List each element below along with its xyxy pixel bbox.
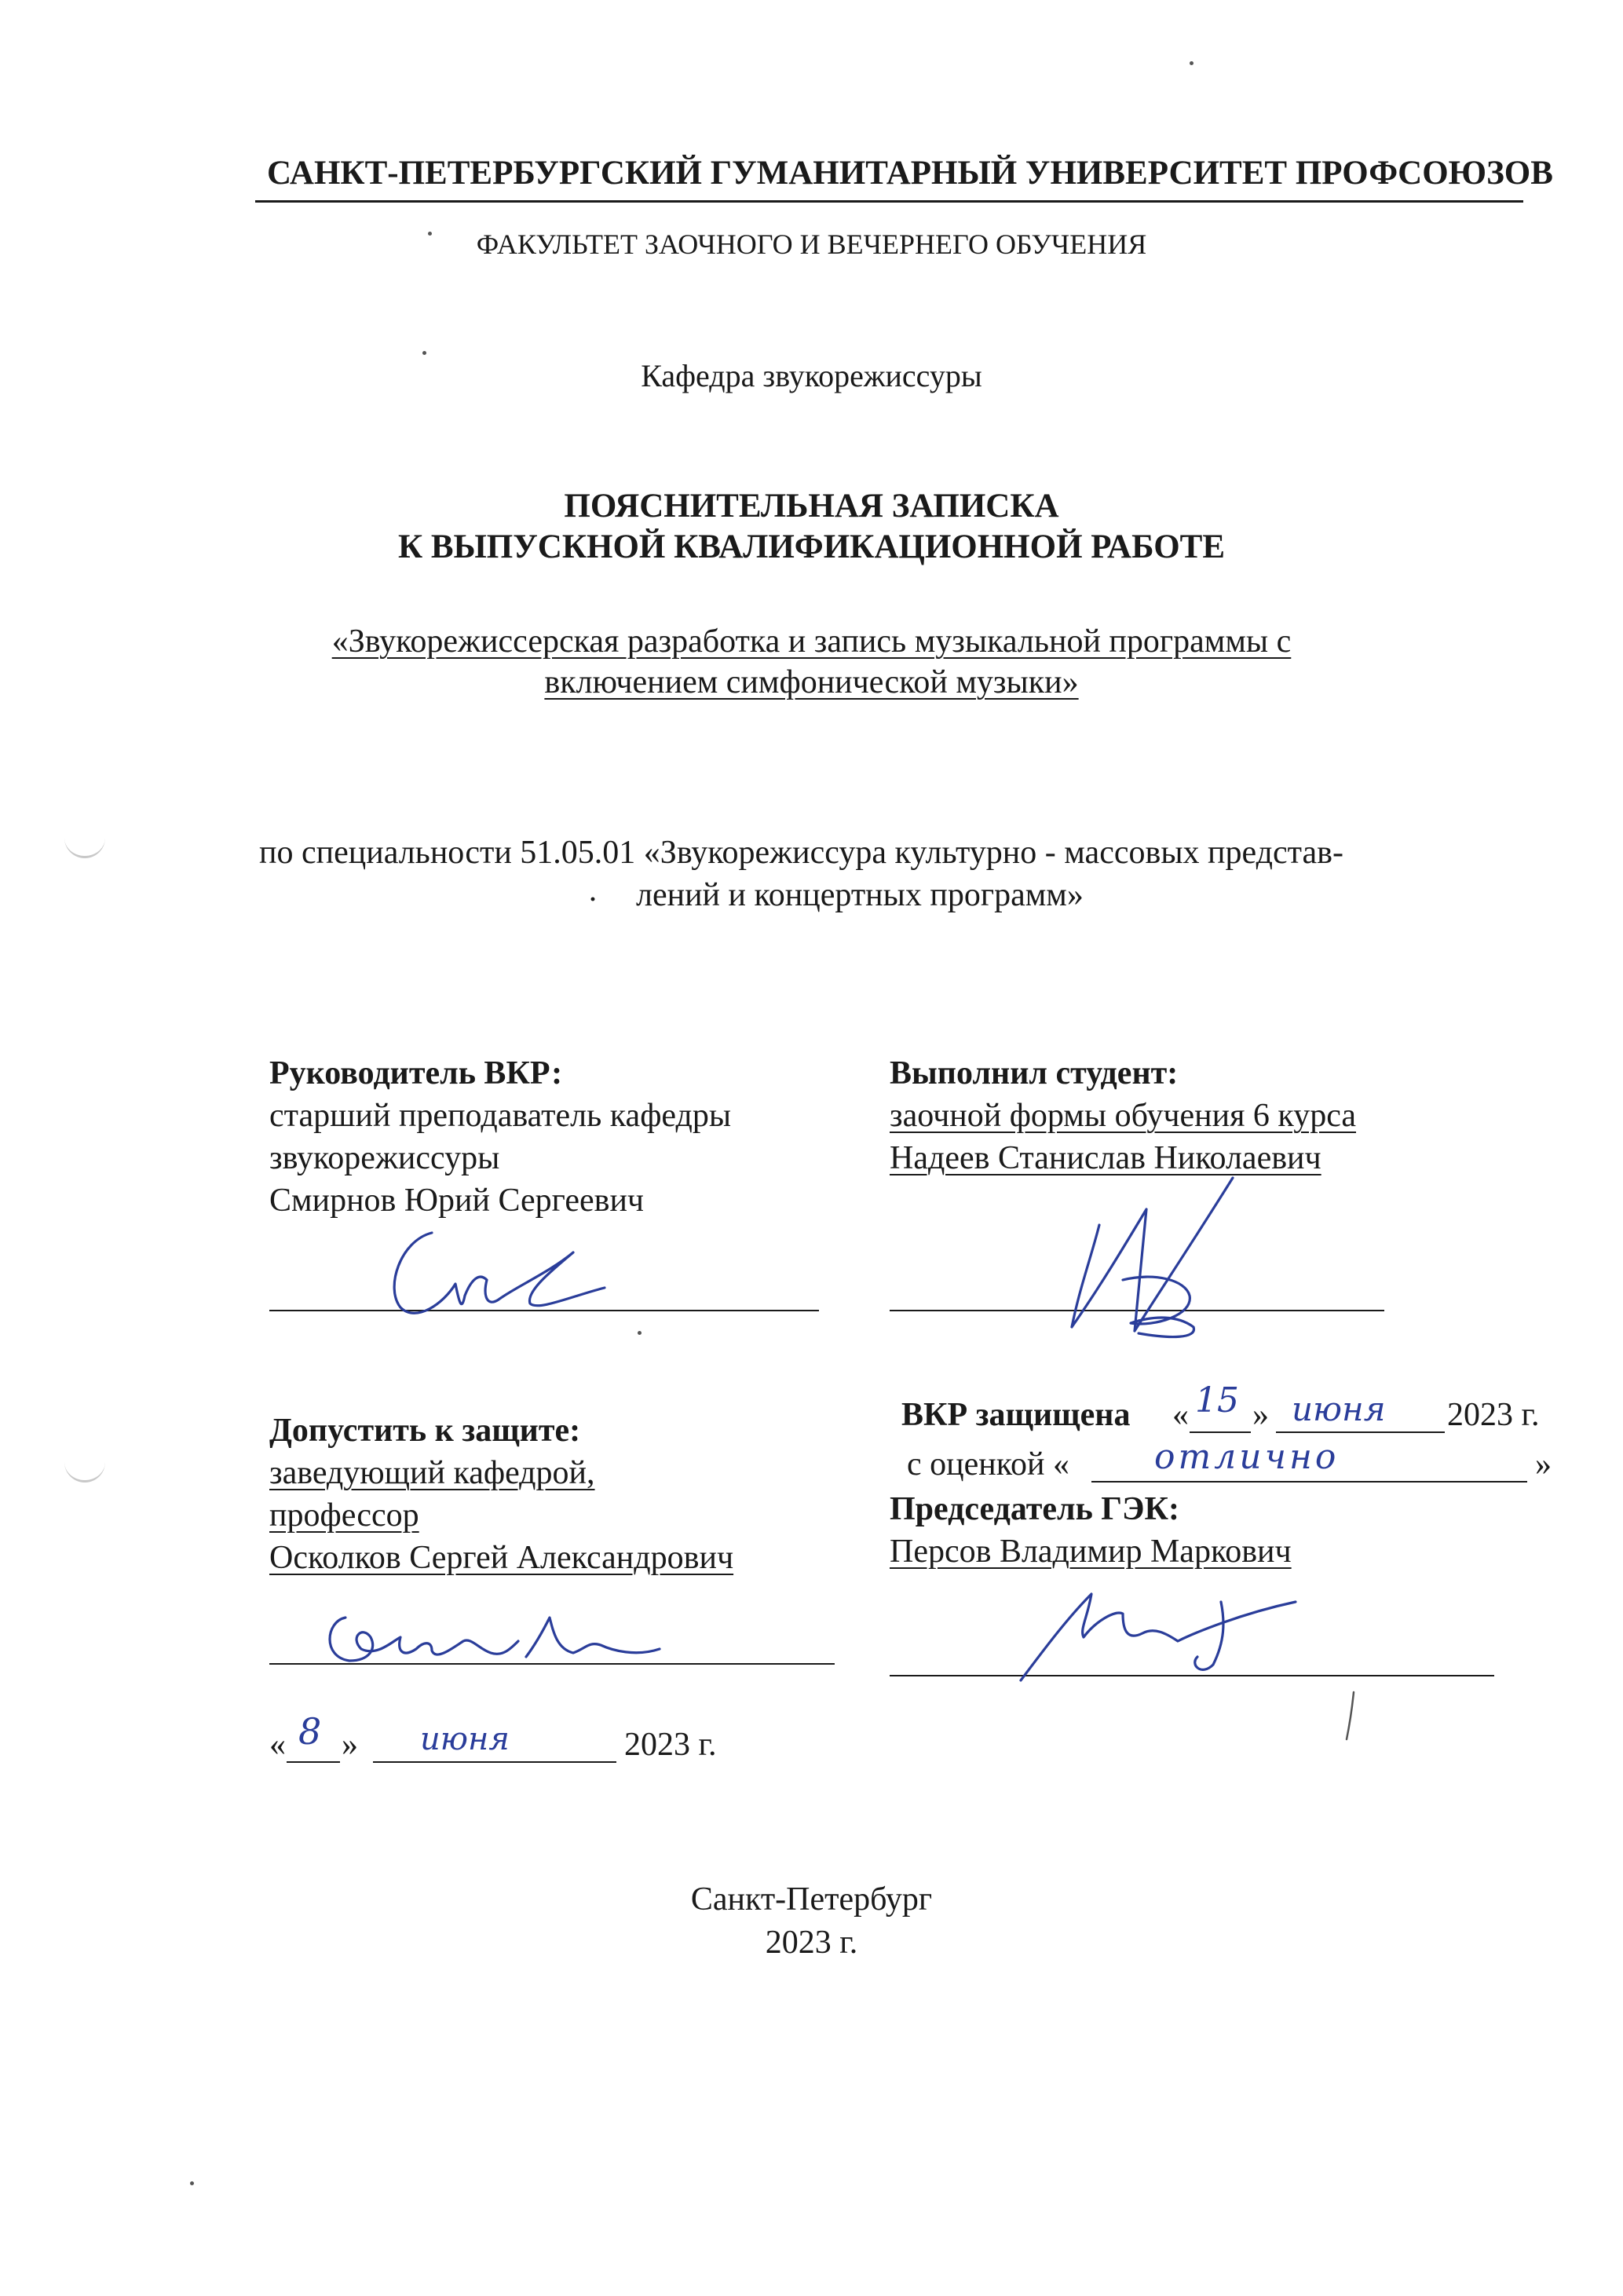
defense-grade-prefix: с оценкой « [907, 1446, 1069, 1483]
admission-position-line1: заведующий кафедрой, [269, 1455, 595, 1491]
faculty-name: ФАКУЛЬТЕТ ЗАОЧНОГО И ВЕЧЕРНЕГО ОБУЧЕНИЯ [476, 229, 1147, 260]
specialty-dot: · [587, 882, 598, 918]
scan-speck [638, 1331, 642, 1335]
student-name: Надеев Станислав Николаевич [890, 1140, 1321, 1176]
university-underline [255, 200, 1523, 203]
binder-hole-top [64, 824, 105, 858]
defense-close-quote: » [1252, 1397, 1269, 1433]
gek-chair-heading: Председатель ГЭК: [890, 1491, 1179, 1527]
supervisor-name: Смирнов Юрий Сергеевич [269, 1183, 645, 1219]
supervisor-position-line2: звукорежиссуры [269, 1140, 500, 1176]
defense-month: июня [1292, 1390, 1386, 1428]
admission-month: июня [420, 1721, 510, 1757]
admission-month-line [373, 1761, 616, 1763]
admission-signature [314, 1594, 675, 1680]
gek-chair-name: Персов Владимир Маркович [890, 1534, 1292, 1570]
university-name: САНКТ-ПЕТЕРБУРГСКИЙ ГУМАНИТАРНЫЙ УНИВЕРСИТЕТ ПРОФСОЮЗОВ [267, 155, 1553, 192]
thesis-topic-line1: «Звукорежиссерская разработка и запись музыкальной программы с [331, 623, 1292, 660]
supervisor-signature [369, 1217, 620, 1335]
binder-hole-bottom [64, 1449, 105, 1483]
admission-year: 2023 г. [624, 1727, 717, 1763]
footer-city: Санкт-Петербург [690, 1881, 933, 1918]
scan-speck [190, 2181, 194, 2185]
scan-speck [422, 351, 426, 355]
student-study-form: заочной формы обучения 6 курса [890, 1098, 1357, 1134]
thesis-topic-line2: включением симфонической музыки» [544, 664, 1079, 700]
admission-day-line [287, 1761, 340, 1763]
defense-grade-suffix: » [1535, 1446, 1552, 1483]
scan-speck [1190, 61, 1193, 65]
defense-grade: отлично [1154, 1437, 1340, 1477]
defense-open-quote: « [1172, 1397, 1189, 1433]
student-signature [1036, 1162, 1288, 1351]
specialty-line1: по специальности 51.05.01 «Звукорежиссура культурно - массовых представ- [259, 835, 1343, 871]
footer-year: 2023 г. [765, 1925, 858, 1961]
defense-day: 15 [1195, 1380, 1239, 1420]
supervisor-heading: Руководитель ВКР: [269, 1055, 563, 1091]
admission-date-close-quote: » [342, 1727, 358, 1763]
document-title-line1: ПОЯСНИТЕЛЬНАЯ ЗАПИСКА [564, 488, 1059, 525]
defense-grade-line [1091, 1481, 1527, 1483]
defense-day-line [1190, 1431, 1251, 1433]
defense-year: 2023 г. [1447, 1397, 1540, 1433]
admission-date-open-quote: « [269, 1727, 286, 1763]
admission-head-name: Осколков Сергей Александрович [269, 1540, 734, 1576]
student-heading: Выполнил студент: [890, 1055, 1179, 1091]
specialty-line2: лений и концертных программ» [636, 877, 1084, 913]
document-title-line2: К ВЫПУСКНОЙ КВАЛИФИКАЦИОННОЙ РАБОТЕ [397, 528, 1226, 565]
defense-month-line [1276, 1431, 1445, 1433]
defense-heading: ВКР защищена [901, 1397, 1131, 1433]
admission-day: 8 [298, 1710, 322, 1753]
department-name: Кафедра звукорежиссуры [641, 358, 982, 393]
supervisor-position-line1: старший преподаватель кафедры [269, 1098, 732, 1134]
admission-position-line2: профессор [269, 1497, 419, 1534]
admission-heading: Допустить к защите: [269, 1413, 581, 1449]
margin-stroke [1343, 1688, 1358, 1743]
gek-chair-signature [1005, 1578, 1303, 1688]
